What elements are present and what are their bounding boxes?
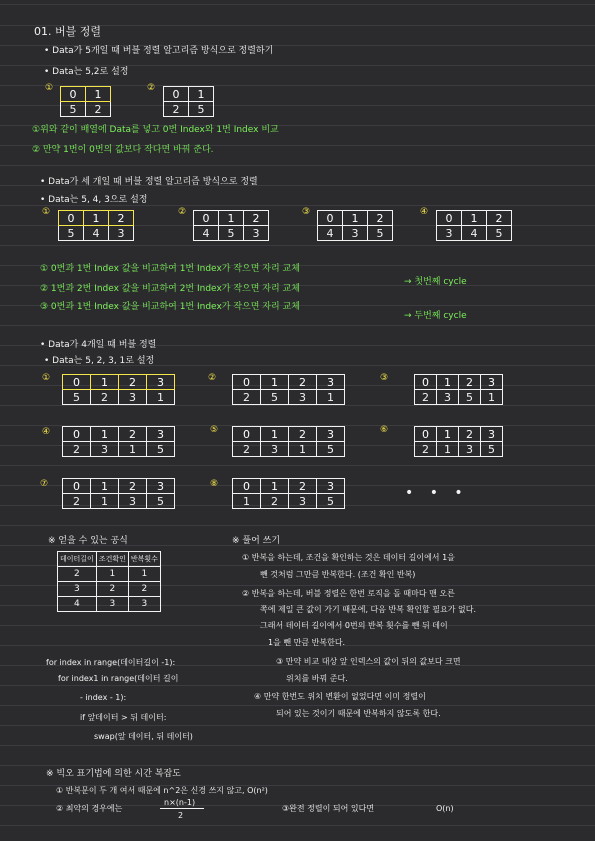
array-index: 1 [189,87,214,102]
array-index: 2 [289,375,317,390]
array-index: 0 [318,211,343,226]
array-index: 3 [147,479,175,494]
array-index: 2 [459,375,481,390]
explanation-line: ④ 만약 한번도 위치 변환이 없었다면 이미 정렬이 [254,692,426,701]
array-step-4 [436,210,512,241]
array-step-3 [317,210,393,241]
table-header: 반복횟수 [128,552,160,567]
array-value: 4 [462,226,487,241]
array-index: 1 [219,211,244,226]
step-marker: ⑤ [210,425,219,435]
array-value: 2 [91,390,119,405]
step-marker: ② [147,83,156,93]
bullet-data-setting: • Data는 5,2로 설정 [44,67,129,77]
code-line: if 앞데이터 > 뒤 데이터: [80,713,167,722]
step-marker: ⑧ [210,479,219,489]
array-step-3 [414,374,503,405]
array-index: 2 [119,479,147,494]
explanation-line: 되어 있는 것이기 때문에 반복하지 않도록 한다. [276,709,441,718]
step-marker: ① [45,83,54,93]
array-index: 0 [61,87,86,102]
array-step-4 [62,426,175,457]
cycle-label-second: → 두번째 cycle [404,311,467,321]
array-value: 2 [261,494,289,509]
array-step-1 [60,86,111,117]
step-marker: ③ [380,373,389,383]
step-marker: ② [208,373,217,383]
array-value: 5 [481,442,503,457]
complexity-title: ※ 빅오 표기법에 의한 시간 복잡도 [46,769,181,779]
array-value: 2 [415,390,437,405]
bullet-data-setting: • Data는 5, 2, 3, 1로 설정 [44,356,155,366]
explanation-line: 위치를 바꿔 준다. [286,674,348,683]
array-value: 4 [318,226,343,241]
array-index: 2 [289,479,317,494]
array-index: 3 [147,427,175,442]
array-index: 0 [63,427,91,442]
array-index: 1 [437,375,459,390]
array-step-2 [193,210,269,241]
step-marker: ③ [302,207,311,217]
table-cell: 1 [96,567,128,582]
explanation-line: 그래서 데이터 길이에서 0번의 반복 횟수를 뺀 뒤 데이 [260,621,448,630]
array-index: 1 [437,427,459,442]
array-index: 2 [109,211,134,226]
array-index: 2 [244,211,269,226]
array-value: 3 [343,226,368,241]
array-value: 5 [219,226,244,241]
array-value: 3 [91,442,119,457]
complexity-line: ② 최악의 경우에는 [56,804,123,813]
array-index: 0 [63,375,91,390]
array-index: 0 [63,479,91,494]
table-cell: 4 [58,597,97,612]
formula-table [57,551,161,612]
array-step-2 [232,374,345,405]
array-index: 1 [91,479,119,494]
array-step-1 [62,374,175,405]
note-line: ③ 0번과 1번 Index 값을 비교하여 1번 Index가 작으면 자리 교체 [40,302,300,312]
array-value: 2 [63,442,91,457]
array-value: 5 [189,102,214,117]
array-value: 5 [59,226,84,241]
table-header: 데이터길이 [58,552,97,567]
array-value: 1 [437,442,459,457]
bullet-data-five: • Data가 5개일 때 버블 정렬 알고리즘 방식으로 정렬하기 [44,46,274,56]
array-index: 3 [481,427,503,442]
array-value: 3 [459,442,481,457]
array-step-5 [232,426,345,457]
table-cell: 3 [96,597,128,612]
array-value: 2 [233,442,261,457]
array-index: 1 [86,87,111,102]
array-value: 5 [147,442,175,457]
array-index: 1 [462,211,487,226]
array-index: 1 [261,427,289,442]
array-step-8 [232,478,345,509]
table-cell: 3 [58,582,97,597]
step-marker: ④ [420,207,429,217]
array-step-2 [163,86,214,117]
array-value: 4 [194,226,219,241]
array-value: 4 [84,226,109,241]
array-value: 2 [164,102,189,117]
step-marker: ① [42,207,51,217]
array-index: 3 [481,375,503,390]
table-row [58,582,161,597]
array-value: 1 [289,442,317,457]
table-cell: 2 [128,582,160,597]
bullet-data-four: • Data가 4개일 때 버블 정렬 [40,340,157,350]
array-value: 5 [61,102,86,117]
array-index: 0 [415,375,437,390]
array-value: 5 [147,494,175,509]
array-index: 2 [119,375,147,390]
array-index: 1 [261,375,289,390]
array-value: 2 [415,442,437,457]
array-value: 3 [437,226,462,241]
array-step-1 [58,210,134,241]
table-cell: 3 [128,597,160,612]
array-value: 1 [481,390,503,405]
array-value: 2 [233,390,261,405]
array-value: 1 [119,442,147,457]
section-title: 01. 버블 정렬 [34,25,101,38]
array-index: 2 [289,427,317,442]
array-index: 2 [487,211,512,226]
bullet-data-setting: • Data는 5, 4, 3으로 설정 [40,195,148,205]
complexity-value: O(n) [436,804,454,813]
complexity-line: ① 반복문이 두 개 여서 때문에 n^2은 신경 쓰지 않고, O(n²) [56,786,268,795]
array-index: 0 [164,87,189,102]
array-index: 3 [317,375,345,390]
array-index: 1 [91,375,119,390]
step-marker: ② [178,207,187,217]
explanation-line: ③ 만약 비교 대상 앞 인덱스의 값이 뒤의 값보다 크면 [276,657,461,666]
array-index: 1 [261,479,289,494]
table-cell: 2 [58,567,97,582]
step-marker: ⑦ [40,479,49,489]
array-value: 1 [91,494,119,509]
explanation-line: ① 반복을 하는데, 조건을 확인하는 것은 데이터 길이에서 1을 [242,553,455,562]
array-value: 2 [63,494,91,509]
explanation-line: 쪽에 제일 큰 값이 가기 때문에, 다음 반복 확인할 필요가 없다. [260,605,476,614]
table-row [58,597,161,612]
explanation-line: 뺀 것처럼 그만큼 반복한다. (조건 확인 반복) [260,570,416,579]
array-value: 5 [368,226,393,241]
note-line: ② 만약 1번이 0번의 값보다 작다면 바꿔 준다. [32,145,214,155]
array-index: 1 [91,427,119,442]
array-index: 0 [233,427,261,442]
array-value: 5 [317,494,345,509]
table-cell: 1 [128,567,160,582]
array-index: 1 [84,211,109,226]
table-row [58,567,161,582]
array-value: 5 [317,442,345,457]
fraction-bar [160,808,204,809]
complexity-line: ③완전 정렬이 되어 있다면 [282,804,375,813]
array-index: 2 [119,427,147,442]
array-value: 3 [289,390,317,405]
step-marker: ⑥ [380,425,389,435]
array-index: 2 [459,427,481,442]
code-line: for index in range(데이터길이 -1): [46,658,176,667]
code-line: - index - 1): [80,693,127,702]
array-index: 1 [343,211,368,226]
array-index: 0 [194,211,219,226]
array-value: 5 [63,390,91,405]
array-index: 0 [233,375,261,390]
note-line: ① 0번과 1번 Index 값을 비교하여 1번 Index가 작으면 자리 교체 [40,264,300,274]
array-value: 1 [233,494,261,509]
step-marker: ① [42,373,51,383]
note-line: ①위와 같이 배열에 Data를 넣고 0번 Index와 1번 Index 비교 [32,125,279,135]
array-value: 5 [459,390,481,405]
cycle-label-first: → 첫번째 cycle [404,277,467,287]
array-index: 2 [368,211,393,226]
array-value: 5 [261,390,289,405]
array-index: 0 [59,211,84,226]
table-header: 조건확인 [96,552,128,567]
code-line: swap(앞 데이터, 뒤 데이터) [94,732,193,741]
array-value: 1 [317,390,345,405]
array-index: 3 [317,427,345,442]
array-index: 3 [317,479,345,494]
code-line: for index1 in range(데이터 길이 [58,674,179,683]
explanation-title: ※ 풀어 쓰기 [232,536,281,546]
step-marker: ④ [42,427,51,437]
array-value: 3 [119,390,147,405]
array-value: 3 [261,442,289,457]
array-index: 0 [437,211,462,226]
array-index: 0 [233,479,261,494]
fraction-denominator: 2 [178,811,184,820]
array-value: 3 [437,390,459,405]
array-value: 1 [147,390,175,405]
table-cell: 2 [96,582,128,597]
array-index: 3 [147,375,175,390]
array-value: 2 [86,102,111,117]
array-value: 3 [244,226,269,241]
array-step-7 [62,478,175,509]
explanation-line: 1을 뺀 만큼 반복한다. [268,638,346,647]
array-step-6 [414,426,503,457]
fraction-numerator: n×(n-1) [164,798,196,807]
array-value: 3 [289,494,317,509]
array-value: 3 [119,494,147,509]
note-line: ② 1번과 2번 Index 값을 비교하여 2번 Index가 작으면 자리 교체 [40,284,300,294]
explanation-line: ② 반복을 하는데, 버블 정렬은 한번 로직을 돌 때마다 맨 오른 [242,589,455,598]
array-value: 5 [487,226,512,241]
array-index: 0 [415,427,437,442]
formula-title: ※ 얻을 수 있는 공식 [48,536,128,546]
ellipsis: • • • [405,485,469,501]
array-value: 3 [109,226,134,241]
bullet-data-three: • Data가 세 개일 때 버블 정렬 알고리즘 방식으로 정렬 [40,177,258,187]
